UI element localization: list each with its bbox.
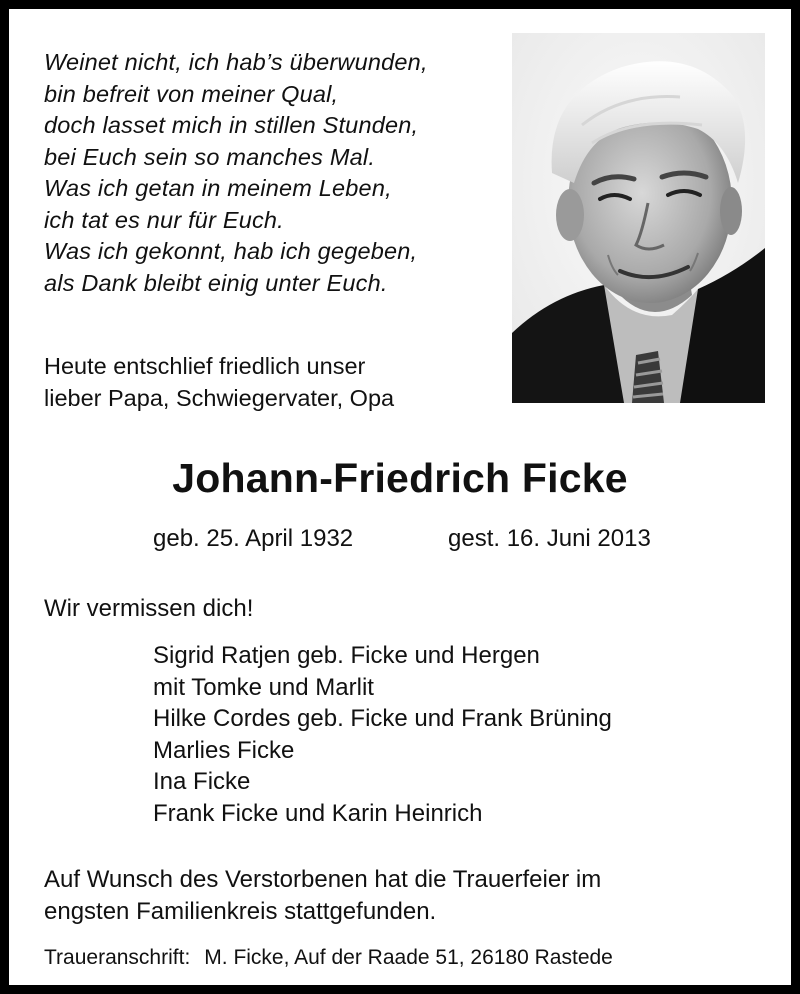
poem-line: bin befreit von meiner Qual, (44, 80, 339, 107)
mourning-address (44, 944, 613, 972)
address-value: M. Ficke, Auf der Raade 51, 26180 Rastede (204, 946, 613, 969)
notice-line: engsten Familienkreis stattgefunden. (44, 898, 437, 925)
mourner-entry: Frank Ficke und Karin Heinrich (153, 799, 483, 827)
poem-line: doch lasset mich in stillen Stunden, (44, 112, 419, 138)
mourners-list (153, 640, 612, 829)
poem-line: bei Euch sein so manches Mal. (44, 143, 376, 170)
birth-date: geb. 25. April 1932 (153, 525, 354, 552)
deceased-name: Johann-Friedrich Ficke (172, 455, 628, 501)
portrait-photo (512, 33, 765, 403)
mourner-entry: mit Tomke und Marlit (153, 673, 374, 701)
announcement-text (44, 350, 394, 414)
poem-line: als Dank bleibt einig unter Euch. (44, 269, 388, 296)
intro-line: Heute entschlief friedlich unser (44, 353, 366, 379)
life-dates (153, 523, 651, 555)
poem-line: ich tat es nur für Euch. (44, 206, 284, 233)
memorial-poem (44, 47, 428, 299)
mourner-entry: Ina Ficke (153, 768, 251, 795)
intro-line: lieber Papa, Schwiegervater, Opa (44, 385, 395, 411)
mourner-entry: Marlies Ficke (153, 736, 295, 764)
mourner-entry: Sigrid Ratjen geb. Ficke und Hergen (153, 642, 540, 669)
farewell-line: Wir vermissen dich! (44, 595, 254, 622)
mourner-entry: Hilke Cordes geb. Ficke und Frank Brüning (153, 705, 612, 732)
poem-line: Weinet nicht, ich hab’s überwunden, (44, 49, 428, 75)
death-date: gest. 16. Juni 2013 (448, 525, 651, 552)
notice-line: Auf Wunsch des Verstorbenen hat die Trauerfeier im (44, 866, 602, 893)
funeral-notice (44, 864, 601, 928)
address-label: Traueranschrift: (44, 946, 191, 969)
poem-line: Was ich gekonnt, hab ich gegeben, (44, 238, 418, 264)
poem-line: Was ich getan in meinem Leben, (44, 175, 392, 201)
